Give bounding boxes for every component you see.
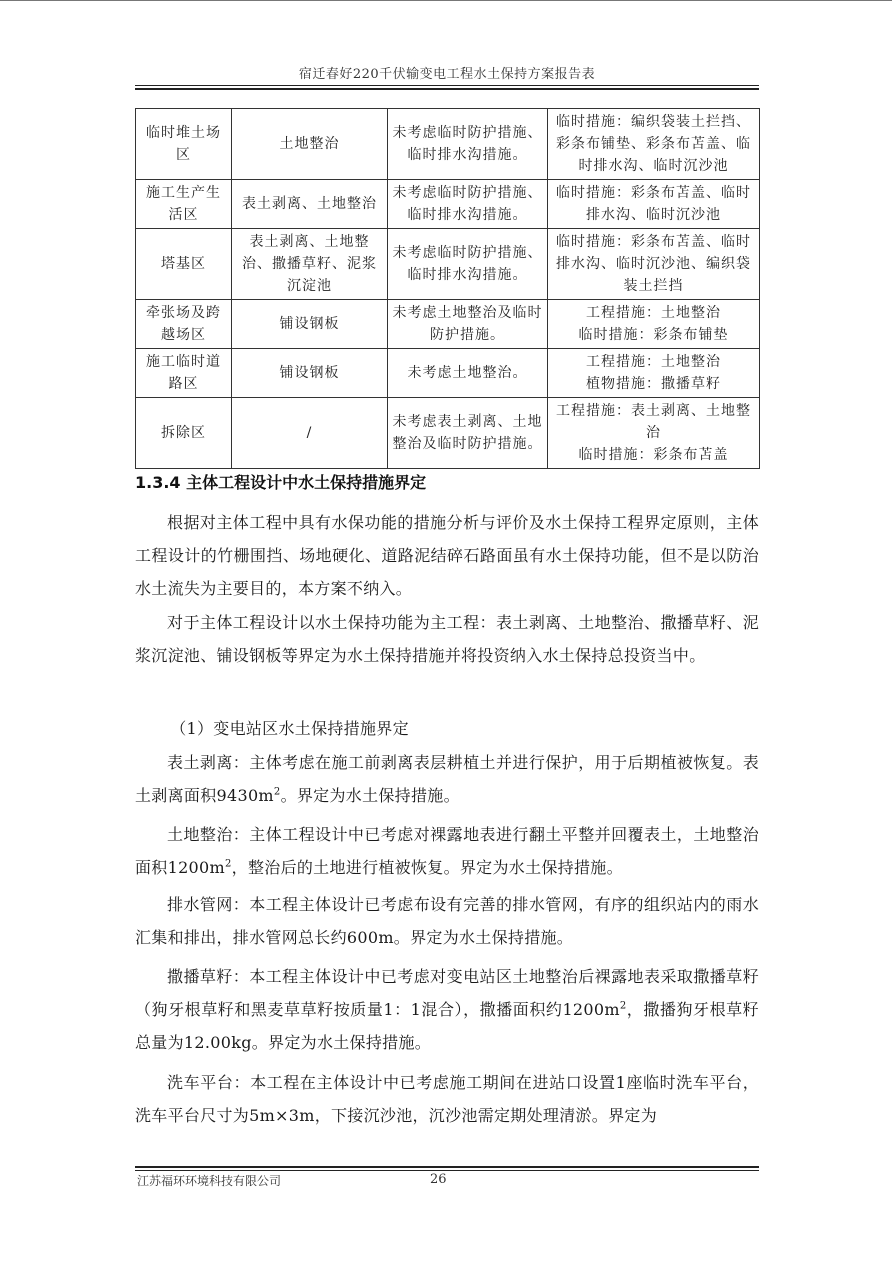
paragraph-text: ，撒播狗牙根草籽总量为12.00kg。界定为水土保持措施。 bbox=[135, 1000, 759, 1052]
paragraph bbox=[135, 746, 759, 812]
table-row bbox=[136, 180, 760, 229]
cell-shortfall: 未考虑临时防护措施、临时排水沟措施。 bbox=[388, 180, 548, 229]
table-row bbox=[136, 109, 760, 180]
cell-supplement: 临时措施：彩条布苫盖、临时排水沟、临时沉沙池 bbox=[548, 180, 760, 229]
page-header-title: 宿迁春好220千伏输变电工程水土保持方案报告表 bbox=[298, 67, 596, 82]
cell-shortfall: 未考虑临时防护措施、临时排水沟措施。 bbox=[388, 109, 548, 180]
table-row bbox=[136, 300, 760, 349]
superscript: 2 bbox=[225, 858, 232, 870]
cell-shortfall: 未考虑土地整治。 bbox=[388, 349, 548, 398]
cell-area: 拆除区 bbox=[136, 398, 232, 469]
cell-supplement: 临时措施：彩条布苫盖、临时排水沟、临时沉沙池、编织袋装土拦挡 bbox=[548, 229, 760, 300]
measures-table-body bbox=[136, 109, 760, 469]
cell-area: 临时堆土场区 bbox=[136, 109, 232, 180]
footer-company: 江苏福环环境科技有限公司 bbox=[137, 1174, 282, 1188]
cell-area: 牵张场及跨越场区 bbox=[136, 300, 232, 349]
paragraph bbox=[135, 960, 759, 1059]
page-number: 26 bbox=[430, 1172, 447, 1187]
paragraph: 对于主体工程设计以水土保持功能为主工程：表土剥离、土地整治、撒播草籽、泥浆沉淀池、铺设钢板等界定为水土保持措施并将投资纳入水土保持总投资当中。 bbox=[135, 613, 759, 665]
cell-main-measure: 表土剥离、土地整治、撒播草籽、泥浆沉淀池 bbox=[232, 229, 388, 300]
cell-supplement: 工程措施：土地整治 临时措施：彩条布铺垫 bbox=[548, 300, 760, 349]
paragraph-text: 表土剥离：主体考虑在施工前剥离表层耕植土并进行保护，用于后期植被恢复。表土剥离面积9430m bbox=[135, 753, 759, 805]
cell-area: 施工生产生活区 bbox=[136, 180, 232, 229]
superscript: 2 bbox=[619, 1000, 627, 1012]
table-row bbox=[136, 349, 760, 398]
paragraph: 根据对主体工程中具有水保功能的措施分析与评价及水土保持工程界定原则，主体工程设计的竹栅围挡、场地硬化、道路泥结碎石路面虽有水土保持功能，但不是以防治水土流失为主要目的，本方案不纳入。 bbox=[135, 513, 759, 598]
table-row bbox=[136, 229, 760, 300]
paragraph-text: ，整治后的土地进行植被恢复。界定为水土保持措施。 bbox=[231, 858, 623, 877]
cell-shortfall: 未考虑表土剥离、土地整治及临时防护措施。 bbox=[388, 398, 548, 469]
page-top-edge bbox=[0, 0, 892, 1]
cell-main-measure: 表土剥离、土地整治 bbox=[232, 180, 388, 229]
paragraph: 排水管网：本工程主体设计已考虑布设有完善的排水管网，有序的组织站内的雨水汇集和排出，排水管网总长约600m。界定为水土保持措施。 bbox=[135, 895, 759, 947]
paragraph bbox=[135, 818, 759, 884]
cell-supplement: 工程措施：表土剥离、土地整治 临时措施：彩条布苫盖 bbox=[548, 398, 760, 469]
cell-main-measure: 铺设钢板 bbox=[232, 349, 388, 398]
section-title: 1.3.4 主体工程设计中水土保持措施界定 bbox=[135, 473, 427, 492]
superscript: 2 bbox=[273, 786, 281, 798]
paragraph-text: 土地整治：主体工程设计中已考虑对裸露地表进行翻土平整并回覆表土，土地整治面积1200m bbox=[135, 825, 759, 877]
cell-main-measure: 铺设钢板 bbox=[232, 300, 388, 349]
header-rule bbox=[135, 85, 759, 86]
paragraph-text: 撒播草籽：本工程主体设计中已考虑对变电站区土地整治后裸露地表采取撒播草籽（狗牙根草籽和黑麦草草籽按质量1：1混合），撒播面积约1200m bbox=[135, 967, 759, 1019]
cell-main-measure: 土地整治 bbox=[232, 109, 388, 180]
paragraph: 洗车平台：本工程在主体设计中已考虑施工期间在进站口设置1座临时洗车平台，洗车平台尺寸为5m×3m，下接沉沙池，沉沙池需定期处理清淤。界定为 bbox=[135, 1073, 759, 1125]
cell-supplement: 工程措施：土地整治 植物措施：撒播草籽 bbox=[548, 349, 760, 398]
cell-main-measure: / bbox=[232, 398, 388, 469]
cell-shortfall: 未考虑土地整治及临时防护措施。 bbox=[388, 300, 548, 349]
cell-shortfall: 未考虑临时防护措施、临时排水沟措施。 bbox=[388, 229, 548, 300]
footer-rule-thick bbox=[135, 1166, 759, 1168]
measures-table bbox=[135, 108, 760, 469]
cell-area: 施工临时道路区 bbox=[136, 349, 232, 398]
cell-supplement: 临时措施：编织袋装土拦挡、彩条布铺垫、彩条布苫盖、临时排水沟、临时沉沙池 bbox=[548, 109, 760, 180]
paragraph-text: 。界定为水土保持措施。 bbox=[280, 786, 460, 805]
table-row bbox=[136, 398, 760, 469]
cell-area: 塔基区 bbox=[136, 229, 232, 300]
paragraph-subheading: （1）变电站区水土保持措施界定 bbox=[170, 719, 409, 738]
header-rule-thick bbox=[135, 88, 759, 90]
footer-rule bbox=[135, 1170, 759, 1171]
